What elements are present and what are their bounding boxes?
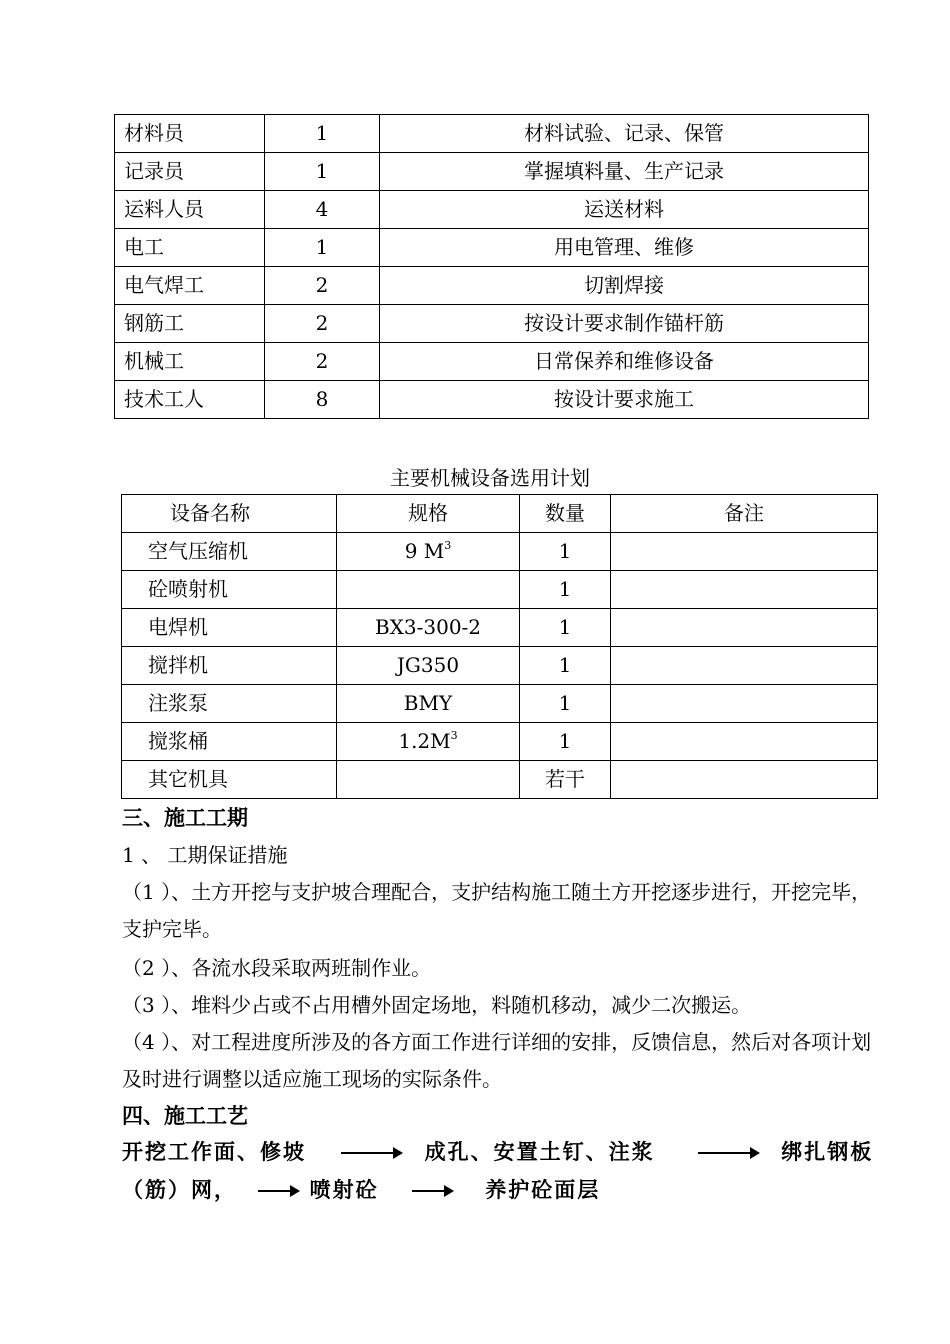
arrow-icon xyxy=(258,1190,298,1192)
paragraph-2: （2 ）、各流水段采取两班制作业。 xyxy=(122,956,432,980)
staff-role: 运料人员 xyxy=(115,191,265,229)
section3-subheading: 1 、 工期保证措施 xyxy=(122,843,288,867)
staff-count: 1 xyxy=(265,229,380,267)
equipment-spec-text: BMY xyxy=(403,691,453,715)
section3-heading: 三、施工工期 xyxy=(122,806,248,830)
staff-role: 机械工 xyxy=(115,343,265,381)
equipment-spec-superscript: 3 xyxy=(444,539,452,552)
equipment-note xyxy=(611,723,878,761)
equipment-name: 空气压缩机 xyxy=(122,533,337,571)
paragraph-1: （1 ）、土方开挖与支护坡合理配合，支护结构施工随土方开挖逐步进行，开挖完毕，支护完毕。 xyxy=(122,880,872,941)
equipment-spec xyxy=(337,723,520,761)
equipment-row xyxy=(122,685,878,723)
equipment-spec xyxy=(337,761,520,799)
staff-table xyxy=(114,114,869,419)
step-2: 成孔、安置土钉、注浆 xyxy=(424,1140,655,1164)
equipment-name: 其它机具 xyxy=(122,761,337,799)
staff-row xyxy=(115,381,869,419)
step-1: 开挖工作面、修坡 xyxy=(122,1140,306,1164)
staff-count: 1 xyxy=(265,153,380,191)
equipment-qty: 1 xyxy=(520,647,611,685)
staff-row xyxy=(115,267,869,305)
equipment-spec-text: JG350 xyxy=(396,653,460,677)
equipment-header-row xyxy=(122,495,878,533)
step-5: 养护砼面层 xyxy=(485,1178,601,1202)
equipment-qty: 1 xyxy=(520,609,611,647)
equipment-spec-superscript: 3 xyxy=(450,729,458,742)
staff-role: 材料员 xyxy=(115,115,265,153)
equipment-name: 搅拌机 xyxy=(122,647,337,685)
arrow-icon xyxy=(341,1152,401,1154)
staff-role: 技术工人 xyxy=(115,381,265,419)
equipment-name: 搅浆桶 xyxy=(122,723,337,761)
arrow-icon xyxy=(412,1190,452,1192)
staff-row xyxy=(115,191,869,229)
equipment-spec xyxy=(337,685,520,723)
equipment-qty: 1 xyxy=(520,685,611,723)
staff-row xyxy=(115,153,869,191)
equipment-row xyxy=(122,723,878,761)
staff-duty: 用电管理、维修 xyxy=(380,229,869,267)
equipment-row xyxy=(122,647,878,685)
equipment-qty: 若干 xyxy=(520,761,611,799)
paragraph-4: （4 ）、对工程进度所涉及的各方面工作进行详细的安排，反馈信息，然后对各项计划及时进行调整以适应施工现场的实际条件。 xyxy=(122,1030,872,1091)
equipment-note xyxy=(611,571,878,609)
equipment-spec xyxy=(337,533,520,571)
equipment-note xyxy=(611,609,878,647)
equipment-spec-text: BX3-300-2 xyxy=(374,615,482,639)
staff-duty: 材料试验、记录、保管 xyxy=(380,115,869,153)
header-qty: 数量 xyxy=(520,495,611,533)
equipment-name: 砼喷射机 xyxy=(122,571,337,609)
staff-row xyxy=(115,229,869,267)
equipment-note xyxy=(611,647,878,685)
equipment-spec xyxy=(337,609,520,647)
header-spec: 规格 xyxy=(337,495,520,533)
equipment-spec xyxy=(337,571,520,609)
equipment-note xyxy=(611,761,878,799)
staff-role: 电工 xyxy=(115,229,265,267)
equipment-name: 注浆泵 xyxy=(122,685,337,723)
process-flow-line-2 xyxy=(122,1174,600,1204)
staff-count: 8 xyxy=(265,381,380,419)
header-note: 备注 xyxy=(611,495,878,533)
equipment-table-title: 主要机械设备选用计划 xyxy=(390,466,590,490)
section4-heading: 四、施工工艺 xyxy=(122,1104,248,1128)
staff-duty: 按设计要求制作锚杆筋 xyxy=(380,305,869,343)
staff-duty: 日常保养和维修设备 xyxy=(380,343,869,381)
staff-duty: 按设计要求施工 xyxy=(380,381,869,419)
staff-duty: 切割焊接 xyxy=(380,267,869,305)
step-4: 喷射砼 xyxy=(309,1178,379,1202)
staff-count: 2 xyxy=(265,305,380,343)
staff-row xyxy=(115,305,869,343)
equipment-row xyxy=(122,533,878,571)
equipment-row xyxy=(122,609,878,647)
equipment-table xyxy=(121,494,878,799)
staff-row xyxy=(115,115,869,153)
equipment-spec xyxy=(337,647,520,685)
staff-count: 2 xyxy=(265,267,380,305)
equipment-note xyxy=(611,685,878,723)
equipment-spec-text: 1.2M xyxy=(398,729,451,753)
staff-role: 记录员 xyxy=(115,153,265,191)
staff-duty: 掌握填料量、生产记录 xyxy=(380,153,869,191)
equipment-qty: 1 xyxy=(520,723,611,761)
paragraph-3: （3 ）、堆料少占或不占用槽外固定场地，料随机移动，减少二次搬运。 xyxy=(122,993,752,1017)
step-3-cont: （筋）网， xyxy=(122,1178,237,1202)
header-name: 设备名称 xyxy=(122,495,337,533)
staff-count: 1 xyxy=(265,115,380,153)
equipment-row xyxy=(122,571,878,609)
staff-role: 钢筋工 xyxy=(115,305,265,343)
staff-role: 电气焊工 xyxy=(115,267,265,305)
equipment-row xyxy=(122,761,878,799)
equipment-spec-text: 9 M xyxy=(404,539,445,563)
equipment-name: 电焊机 xyxy=(122,609,337,647)
staff-row xyxy=(115,343,869,381)
staff-duty: 运送材料 xyxy=(380,191,869,229)
process-flow-line-1 xyxy=(122,1136,873,1166)
staff-count: 4 xyxy=(265,191,380,229)
staff-count: 2 xyxy=(265,343,380,381)
equipment-qty: 1 xyxy=(520,571,611,609)
equipment-qty: 1 xyxy=(520,533,611,571)
arrow-icon xyxy=(698,1152,758,1154)
equipment-note xyxy=(611,533,878,571)
step-3: 绑扎钢板 xyxy=(781,1140,874,1164)
